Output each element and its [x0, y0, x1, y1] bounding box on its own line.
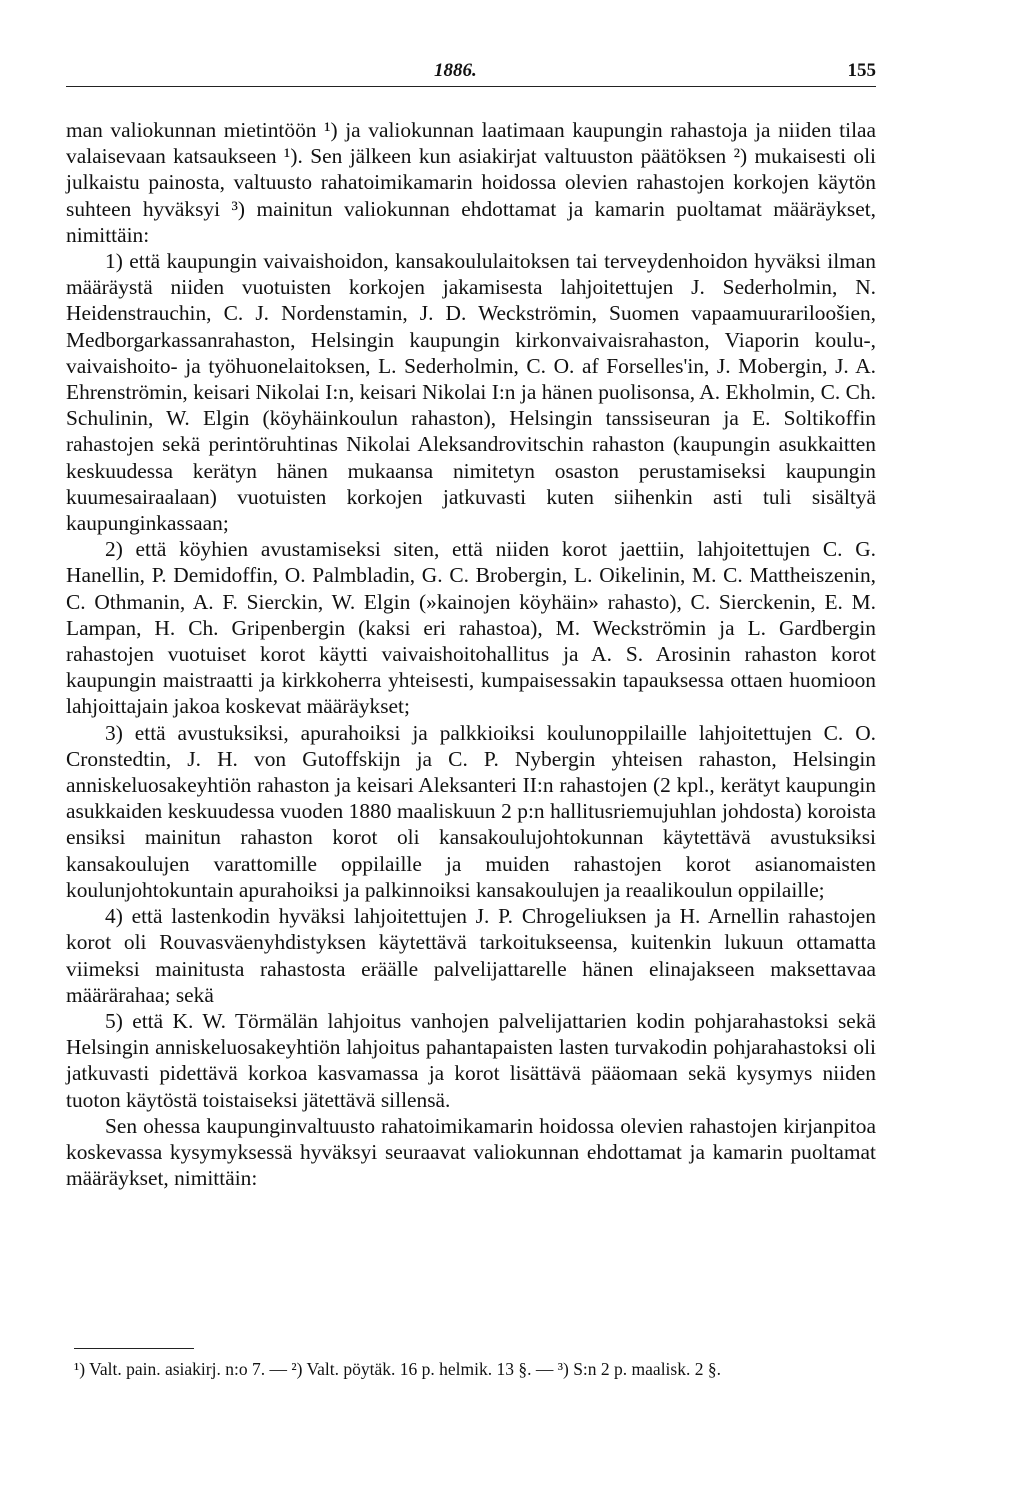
footnote: ¹) Valt. pain. asiakirj. n:o 7. — ²) Valt. pöytäk. 16 p. helmik. 13 §. — ³) S:n 2 p. maalisk. 2 §. [74, 1359, 721, 1379]
paragraph-intro: man valiokunnan mietintöön ¹) ja valiokunnan laatimaan kaupungin rahastoja ja niiden tilaa valaisevaan katsaukseen ¹). Sen jälkeen kun asiakirjat valtuuston päätöksen ²) mukaisesti oli julkaistu painosta, valtuusto rahatoimikamarin hoidossa olevien rahastojen korkojen käytön suhteen hyväksyi ³) mainitun valiokunnan ehdottamat ja kamarin puoltamat määräykset, nimittäin: [66, 118, 876, 247]
paragraph-item-2: 2) että köyhien avustamiseksi siten, että niiden korot jaettiin, lahjoitettujen C. G. Hanellin, P. Demidoffin, O. Palmbladin, G. C. Brobergin, L. Oikelinin, M. C. Mattheiszenin, C. Othmanin, A. F. Sierckin, W. Elgin (»kainojen köyhäin» rahasto), C. Sierckenin, E. M. Lampan, H. Ch. Gripenbergin (kaksi eri rahastoa), M. Weckströmin ja L. Gardbergin rahastojen vuotuiset korot käytti vaivaishoitohallitus ja A. S. Arosinin rahaston korot kaupungin maistraatti ja kirkkoherra yhteisesti, kumpaisessakin tapauksessa ottaen huomioon lahjoittajain jakoa koskevat määräykset; [66, 537, 876, 719]
header-year: 1886. [434, 60, 477, 81]
document-page [66, 0, 876, 1485]
footnote-divider [74, 1348, 194, 1349]
paragraph-item-5: 5) että K. W. Törmälän lahjoitus vanhojen palvelijattarien kodin pohjarahastoksi sekä Helsingin anniskeluosakeyhtiön lahjoitus pahantapaisten lasten turvakodin pohjarahastoksi oli jatkuvasti pidettävä korkoa kasvamassa ja korot lisättävä pääomaan sekä kysymys niiden tuoton käytöstä toistaiseksi jätettävä sillensä. [66, 1008, 876, 1112]
body-text [66, 117, 876, 1191]
paragraph-item-4: 4) että lastenkodin hyväksi lahjoitettujen J. P. Chrogeliuksen ja H. Arnellin rahastojen korot oli Rouvasväenyhdistyksen käytettävä tarkoitukseensa, kuitenkin lukuun ottamatta viimeksi mainitusta rahastosta eräälle palvelijattarelle hänen elinajakseen maksettavaa määrärahaa; sekä [66, 904, 876, 1007]
paragraph-closing: Sen ohessa kaupunginvaltuusto rahatoimikamarin hoidossa olevien rahastojen kirjanpitoa koskevassa kysymyksessä hyväksyi seuraavat valiokunnan ehdottamat ja kamarin puoltamat määräykset, nimittäin: [66, 1113, 876, 1191]
paragraph-item-1: 1) että kaupungin vaivaishoidon, kansakoululaitoksen tai terveydenhoidon hyväksi ilman määräystä niiden vuotuisten korkojen jakamisesta lahjoitettujen J. Sederholmin, N. Heidenstrauchin, C. J. Nordenstamin, J. D. Weckströmin, Suomen vapaamuurariloošien, Medborgarkassanrahaston, Helsingin kaupungin kirkonvaivaisrahaston, Viaporin koulu-, vaivaishoito- ja työhuonelaitoksen, L. Sederholmin, C. O. af Forselles'in, J. Mobergin, J. A. Ehrenströmin, keisari Nikolai I:n, keisari Nikolai I:n ja hänen puolisonsa, A. Ekholmin, C. Ch. Schulinin, W. Elgin (köyhäinkoulun rahaston), Helsingin tanssiseuran ja E. Soltikoffin rahastojen sekä perintöruhtinas Nikolai Aleksandrovitschin rahaston (kaupungin asukkaitten keskuudessa kerätyn hänen mukaansa nimitetyn osaston perustamiseksi kaupungin kuumesairaalaan) vuotuisten korkojen jatkuvasti kuten siihenkin asti tuli sisältyä kaupunginkassaan; [66, 249, 876, 536]
running-header [66, 58, 876, 87]
page-number: 155 [847, 60, 876, 81]
paragraph-item-3: 3) että avustuksiksi, apurahoiksi ja palkkioiksi koulunoppilaille lahjoitettujen C. O. Cronstedtin, J. H. von Gutoffskijn ja C. P. Nybergin yhteisen rahaston, Helsingin anniskeluosakeyhtiön rahaston ja keisari Aleksanteri II:n rahastojen (2 kpl., kerätyt kaupungin asukkaiden keskuudessa vuoden 1880 maaliskuun 2 p:n hallitusriemujuhlan johdosta) koroista ensiksi mainitun rahaston korot oli kansakoulujohtokunnan käytettävä avustuksiksi kansakoulujen varattomille oppilaille ja muiden rahastojen korot asianomaisten koulunjohtokuntain apurahoiksi ja palkinnoiksi kansakoulujen ja reaalikoulun oppilaille; [66, 720, 876, 902]
